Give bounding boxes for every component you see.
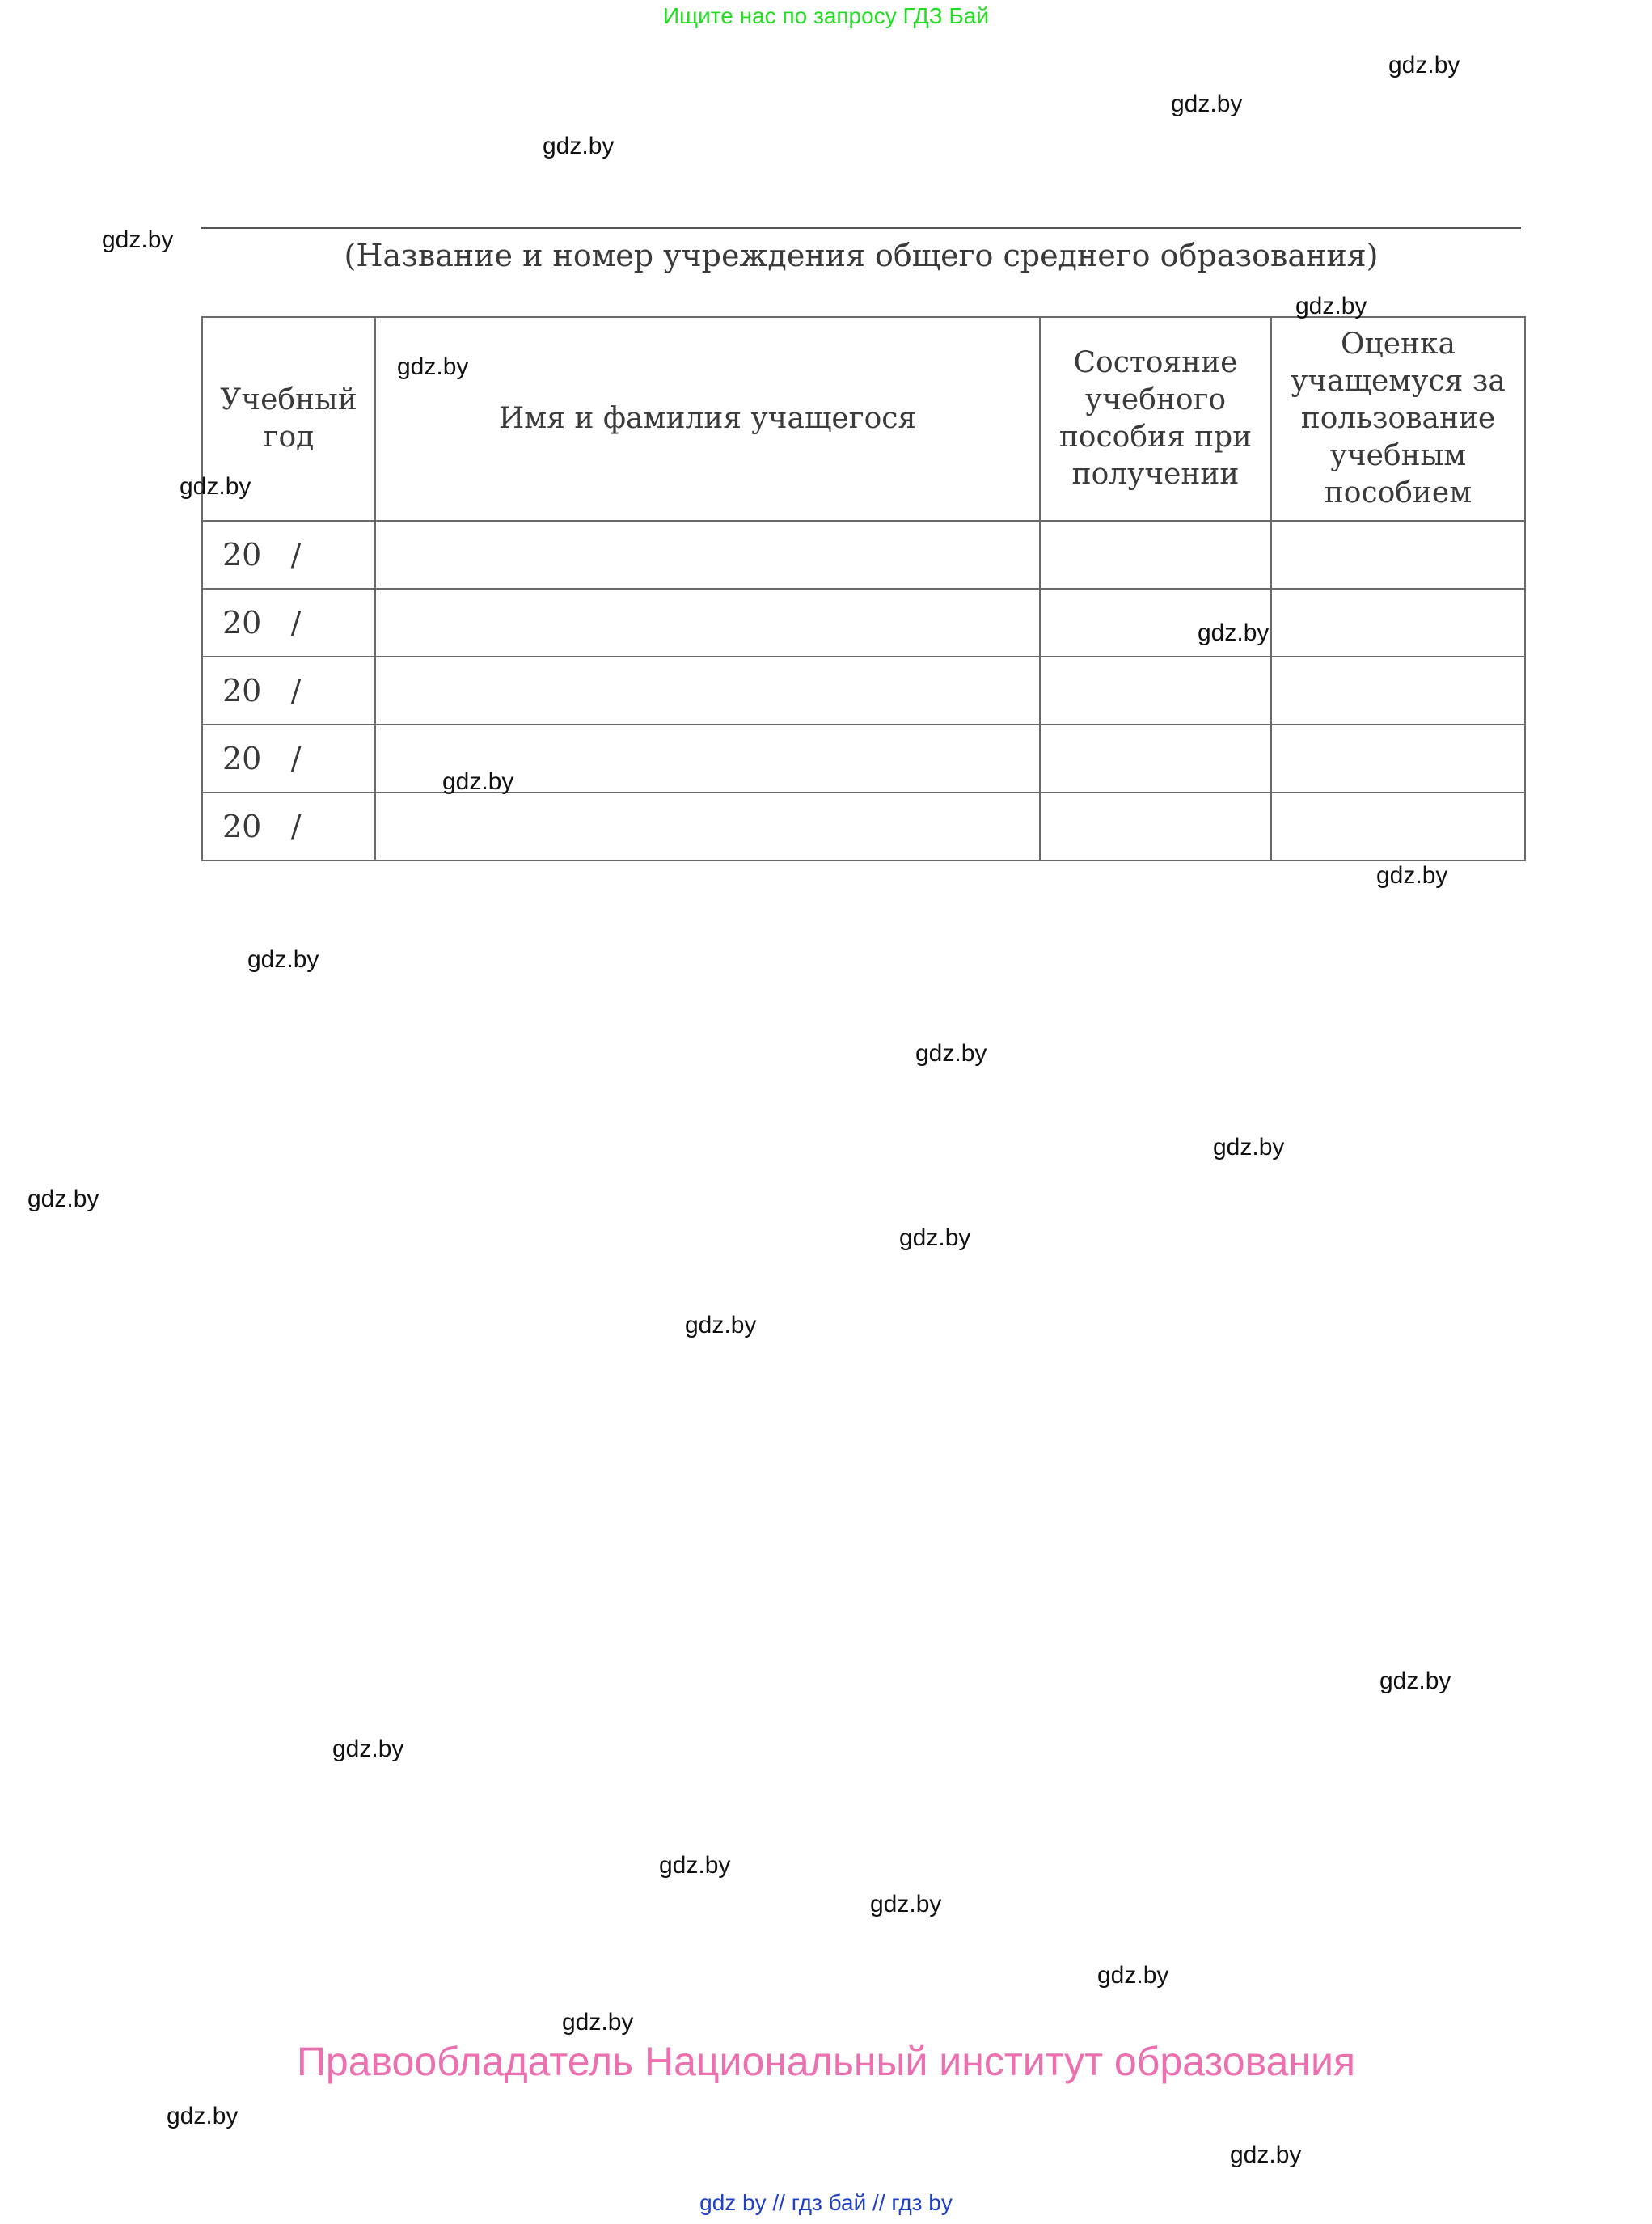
header-book-condition: Состояние учебного пособия при получении <box>1040 317 1271 521</box>
header-usage-grade: Оценка учащемуся за пользование учебным пособием <box>1271 317 1525 521</box>
watermark: gdz.by <box>442 768 514 795</box>
student-name-cell <box>375 521 1040 589</box>
watermark: gdz.by <box>543 133 615 159</box>
book-condition-cell <box>1040 657 1271 725</box>
table-row <box>202 589 1525 657</box>
book-condition-cell <box>1040 521 1271 589</box>
table-row <box>202 657 1525 725</box>
usage-grade-cell <box>1271 589 1525 657</box>
table-row <box>202 521 1525 589</box>
usage-grade-cell <box>1271 793 1525 860</box>
usage-grade-cell <box>1271 657 1525 725</box>
year-cell: 20 / <box>202 793 375 860</box>
watermark: gdz.by <box>870 1891 942 1917</box>
textbook-usage-table <box>201 316 1526 861</box>
year-cell: 20 / <box>202 589 375 657</box>
institution-caption: (Название и номер учреждения общего среднего образования) <box>344 238 1379 273</box>
watermark: gdz.by <box>180 473 251 500</box>
year-cell: 20 / <box>202 657 375 725</box>
watermark: gdz.by <box>167 2103 239 2129</box>
footer-links[interactable]: gdz by // гдз бай // гдз by <box>699 2190 953 2215</box>
usage-grade-cell <box>1271 521 1525 589</box>
table-row <box>202 793 1525 860</box>
watermark: gdz.by <box>1097 1962 1169 1989</box>
watermark: gdz.by <box>1213 1134 1285 1161</box>
watermark: gdz.by <box>1230 2142 1302 2168</box>
watermark: gdz.by <box>1379 1668 1451 1694</box>
table-header-row <box>202 317 1525 521</box>
usage-grade-cell <box>1271 725 1525 793</box>
top-banner: Ищите нас по запросу ГДЗ Бай <box>662 3 990 28</box>
watermark: gdz.by <box>1198 619 1270 646</box>
watermark: gdz.by <box>1295 293 1367 319</box>
table-row <box>202 725 1525 793</box>
watermark: gdz.by <box>247 946 319 973</box>
watermark: gdz.by <box>27 1186 99 1212</box>
watermark: gdz.by <box>1388 52 1460 78</box>
watermark: gdz.by <box>397 353 469 380</box>
year-cell: 20 / <box>202 725 375 793</box>
student-name-cell <box>375 657 1040 725</box>
watermark: gdz.by <box>562 2009 634 2036</box>
copyright-notice: Правообладатель Национальный институт образования <box>296 2039 1356 2084</box>
institution-name-line <box>201 227 1521 229</box>
watermark: gdz.by <box>899 1224 971 1251</box>
watermark: gdz.by <box>102 226 174 253</box>
book-condition-cell <box>1040 725 1271 793</box>
watermark: gdz.by <box>332 1736 404 1762</box>
watermark: gdz.by <box>659 1852 731 1879</box>
watermark: gdz.by <box>1171 91 1243 117</box>
watermark: gdz.by <box>1376 862 1448 889</box>
student-name-cell <box>375 793 1040 860</box>
header-student-name: Имя и фамилия учащегося <box>375 317 1040 521</box>
year-cell: 20 / <box>202 521 375 589</box>
student-name-cell <box>375 589 1040 657</box>
book-condition-cell <box>1040 793 1271 860</box>
watermark: gdz.by <box>685 1312 757 1338</box>
header-school-year: Учебный год <box>202 317 375 521</box>
watermark: gdz.by <box>915 1040 987 1067</box>
